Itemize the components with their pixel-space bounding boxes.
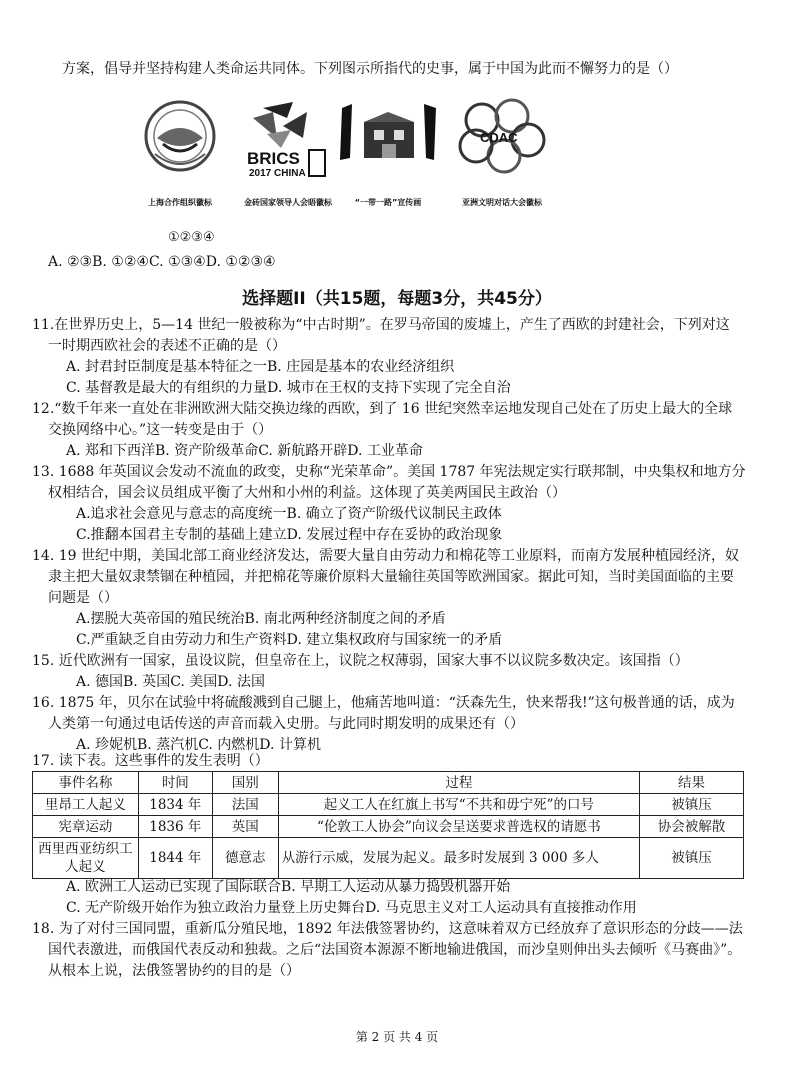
table-row (33, 794, 744, 816)
question-stem: 问题是（） (48, 590, 118, 606)
question-options: A.摆脱大英帝国的殖民统治B. 南北两种经济制度之间的矛盾 (76, 611, 446, 627)
q10-options: A. ②③B. ①②④C. ①③④D. ①②③④ (48, 254, 276, 270)
svg-text:BRICS: BRICS (247, 149, 300, 168)
svg-text:2017 CHINA: 2017 CHINA (249, 168, 306, 179)
logo-caption: 金砖国家领导人会晤徽标 (244, 198, 332, 207)
question-options: C.严重缺乏自由劳动力和生产资料D. 建立集权政府与国家统一的矛盾 (76, 632, 503, 648)
table-row (33, 816, 744, 838)
question-stem: 13. 1688 年英国议会发动不流血的政变，史称“光荣革命”。美国 1787 年宪法规定实行联邦制，中央集权和地方分 (32, 464, 746, 480)
question-options: C. 基督教是最大的有组织的力量D. 城市在王权的支持下实现了完全自治 (66, 380, 511, 396)
question-stem: 人类第一句通过电话传送的声音而载入史册。与此同时期发明的成果还有（） (48, 716, 524, 732)
section-heading: 选择题II（共15题，每题3分，共45分） (242, 289, 552, 309)
table-cell: “伦敦工人协会”向议会呈送要求普选权的请愿书 (278, 816, 639, 838)
question-stem: 12.“数千年来一直处在非洲欧洲大陆交换边缘的西欧，到了 16 世纪突然幸运地发现自己处在了历史上最大的全球 (32, 401, 733, 417)
table-cell: 德意志 (212, 838, 278, 879)
intro-line: 方案，倡导并坚持构建人类命运共同体。下列图示所指代的史事，属于中国为此而不懈努力的是（） (62, 61, 678, 77)
question-stem: 权相结合，国会议员组成平衡了大州和小州的利益。这体现了英美两国民主政治（） (48, 485, 566, 501)
table-header: 事件名称 (33, 772, 139, 794)
logo-caption: 上海合作组织徽标 (148, 198, 212, 207)
table-cell: 宪章运动 (33, 816, 139, 838)
page-footer: 第 2 页 共 4 页 (355, 1030, 439, 1044)
question-stem: 18. 为了对付三国同盟，重新瓜分殖民地，1892 年法俄签署协约，这意味着双方已经放弃了意识形态的分歧——法 (32, 921, 743, 937)
table-cell: 英国 (212, 816, 278, 838)
brics-emblem-icon (243, 98, 333, 180)
table-row (33, 838, 744, 879)
logo-caption: 亚洲文明对话大会徽标 (462, 198, 542, 207)
table-header: 过程 (278, 772, 639, 794)
question-stem: 隶主把大量奴隶禁锢在种植园，并把棉花等廉价原料大量输往英国等欧洲国家。据此可知，当时美国面临的主要 (48, 569, 734, 585)
question-options: A. 郑和下西洋B. 资产阶级革命C. 新航路开辟D. 工业革命 (66, 443, 423, 459)
table-cell: 起义工人在红旗上书写“不共和毋宁死”的口号 (278, 794, 639, 816)
question-stem: 16. 1875 年，贝尔在试验中将硫酸溅到自己腿上，他痛苦地叫道：“沃森先生，快来帮我!”这句极普通的话，成为 (32, 695, 735, 711)
question-options: A. 德国B. 英国C. 美国D. 法国 (76, 674, 265, 690)
logo-caption: “一带一路”宣传画 (354, 198, 422, 207)
question-options: A.追求社会意见与意志的高度统一B. 确立了资产阶级代议制民主政体 (76, 506, 502, 522)
cdac-emblem-icon (456, 98, 548, 180)
table-header-row (33, 772, 744, 794)
question-options: A. 封君封臣制度是基本特征之一B. 庄园是基本的农业经济组织 (66, 359, 455, 375)
table-cell: 被镇压 (640, 794, 744, 816)
cdac-emblem-figure (452, 98, 552, 208)
sco-emblem-icon (143, 98, 217, 180)
table-header: 时间 (138, 772, 212, 794)
brics-emblem-figure (238, 98, 338, 208)
table-header: 结果 (640, 772, 744, 794)
question-options: A. 欧洲工人运动已实现了国际联合B. 早期工人运动从暴力捣毁机器开始 (66, 879, 511, 895)
belt-road-figure (338, 98, 438, 208)
table-cell: 1844 年 (138, 838, 212, 879)
question-stem: 从根本上说，法俄签署协约的目的是（） (48, 963, 300, 979)
question-options: C.推翻本国君主专制的基础上建立D. 发展过程中存在妥协的政治现象 (76, 527, 503, 543)
question-options: C. 无产阶级开始作为独立政治力量登上历史舞台D. 马克思主义对工人运动具有直接推动作用 (66, 900, 637, 916)
svg-text:CDAC: CDAC (480, 130, 518, 145)
question-stem: 一时期西欧社会的表述不正确的是（） (48, 338, 286, 354)
events-table (32, 771, 744, 879)
question-options: A. 珍妮机B. 蒸汽机C. 内燃机D. 计算机 (76, 737, 321, 753)
logo-strip (130, 98, 560, 208)
table-header: 国别 (212, 772, 278, 794)
table-cell: 西里西亚纺织工人起义 (33, 838, 139, 879)
table-cell: 从游行示威，发展为起义。最多时发展到 3 000 多人 (278, 838, 639, 879)
question-stem: 15. 近代欧洲有一国家，虽设议院，但皇帝在上，议院之权薄弱，国家大事不以议院多数决定。该国指（） (32, 653, 689, 669)
question-stem: 交换网络中心。”这一转变是由于（） (48, 422, 273, 438)
table-cell: 被镇压 (640, 838, 744, 879)
q10-numbers: ①②③④ (168, 230, 215, 245)
question-stem: 17. 读下表。这些事件的发生表明（） (32, 753, 269, 769)
question-stem: 14. 19 世纪中期，美国北部工商业经济发达，需要大量自由劳动力和棉花等工业原料，而南方发展种植园经济，奴 (32, 548, 739, 564)
belt-road-poster-icon (338, 98, 438, 180)
table-cell: 1834 年 (138, 794, 212, 816)
question-stem: 国代表激进，而俄国代表反动和独裁。之后“法国资本源源不断地输进俄国，而沙皇则伸出头去倾听《马赛曲》”。 (48, 942, 742, 958)
sco-emblem-figure (130, 98, 230, 208)
table-cell: 里昂工人起义 (33, 794, 139, 816)
question-stem: 11.在世界历史上，5—14 世纪一般被称为“中古时期”。在罗马帝国的废墟上，产生了西欧的封建社会，下列对这 (32, 317, 730, 333)
table-cell: 1836 年 (138, 816, 212, 838)
table-cell: 法国 (212, 794, 278, 816)
table-cell: 协会被解散 (640, 816, 744, 838)
